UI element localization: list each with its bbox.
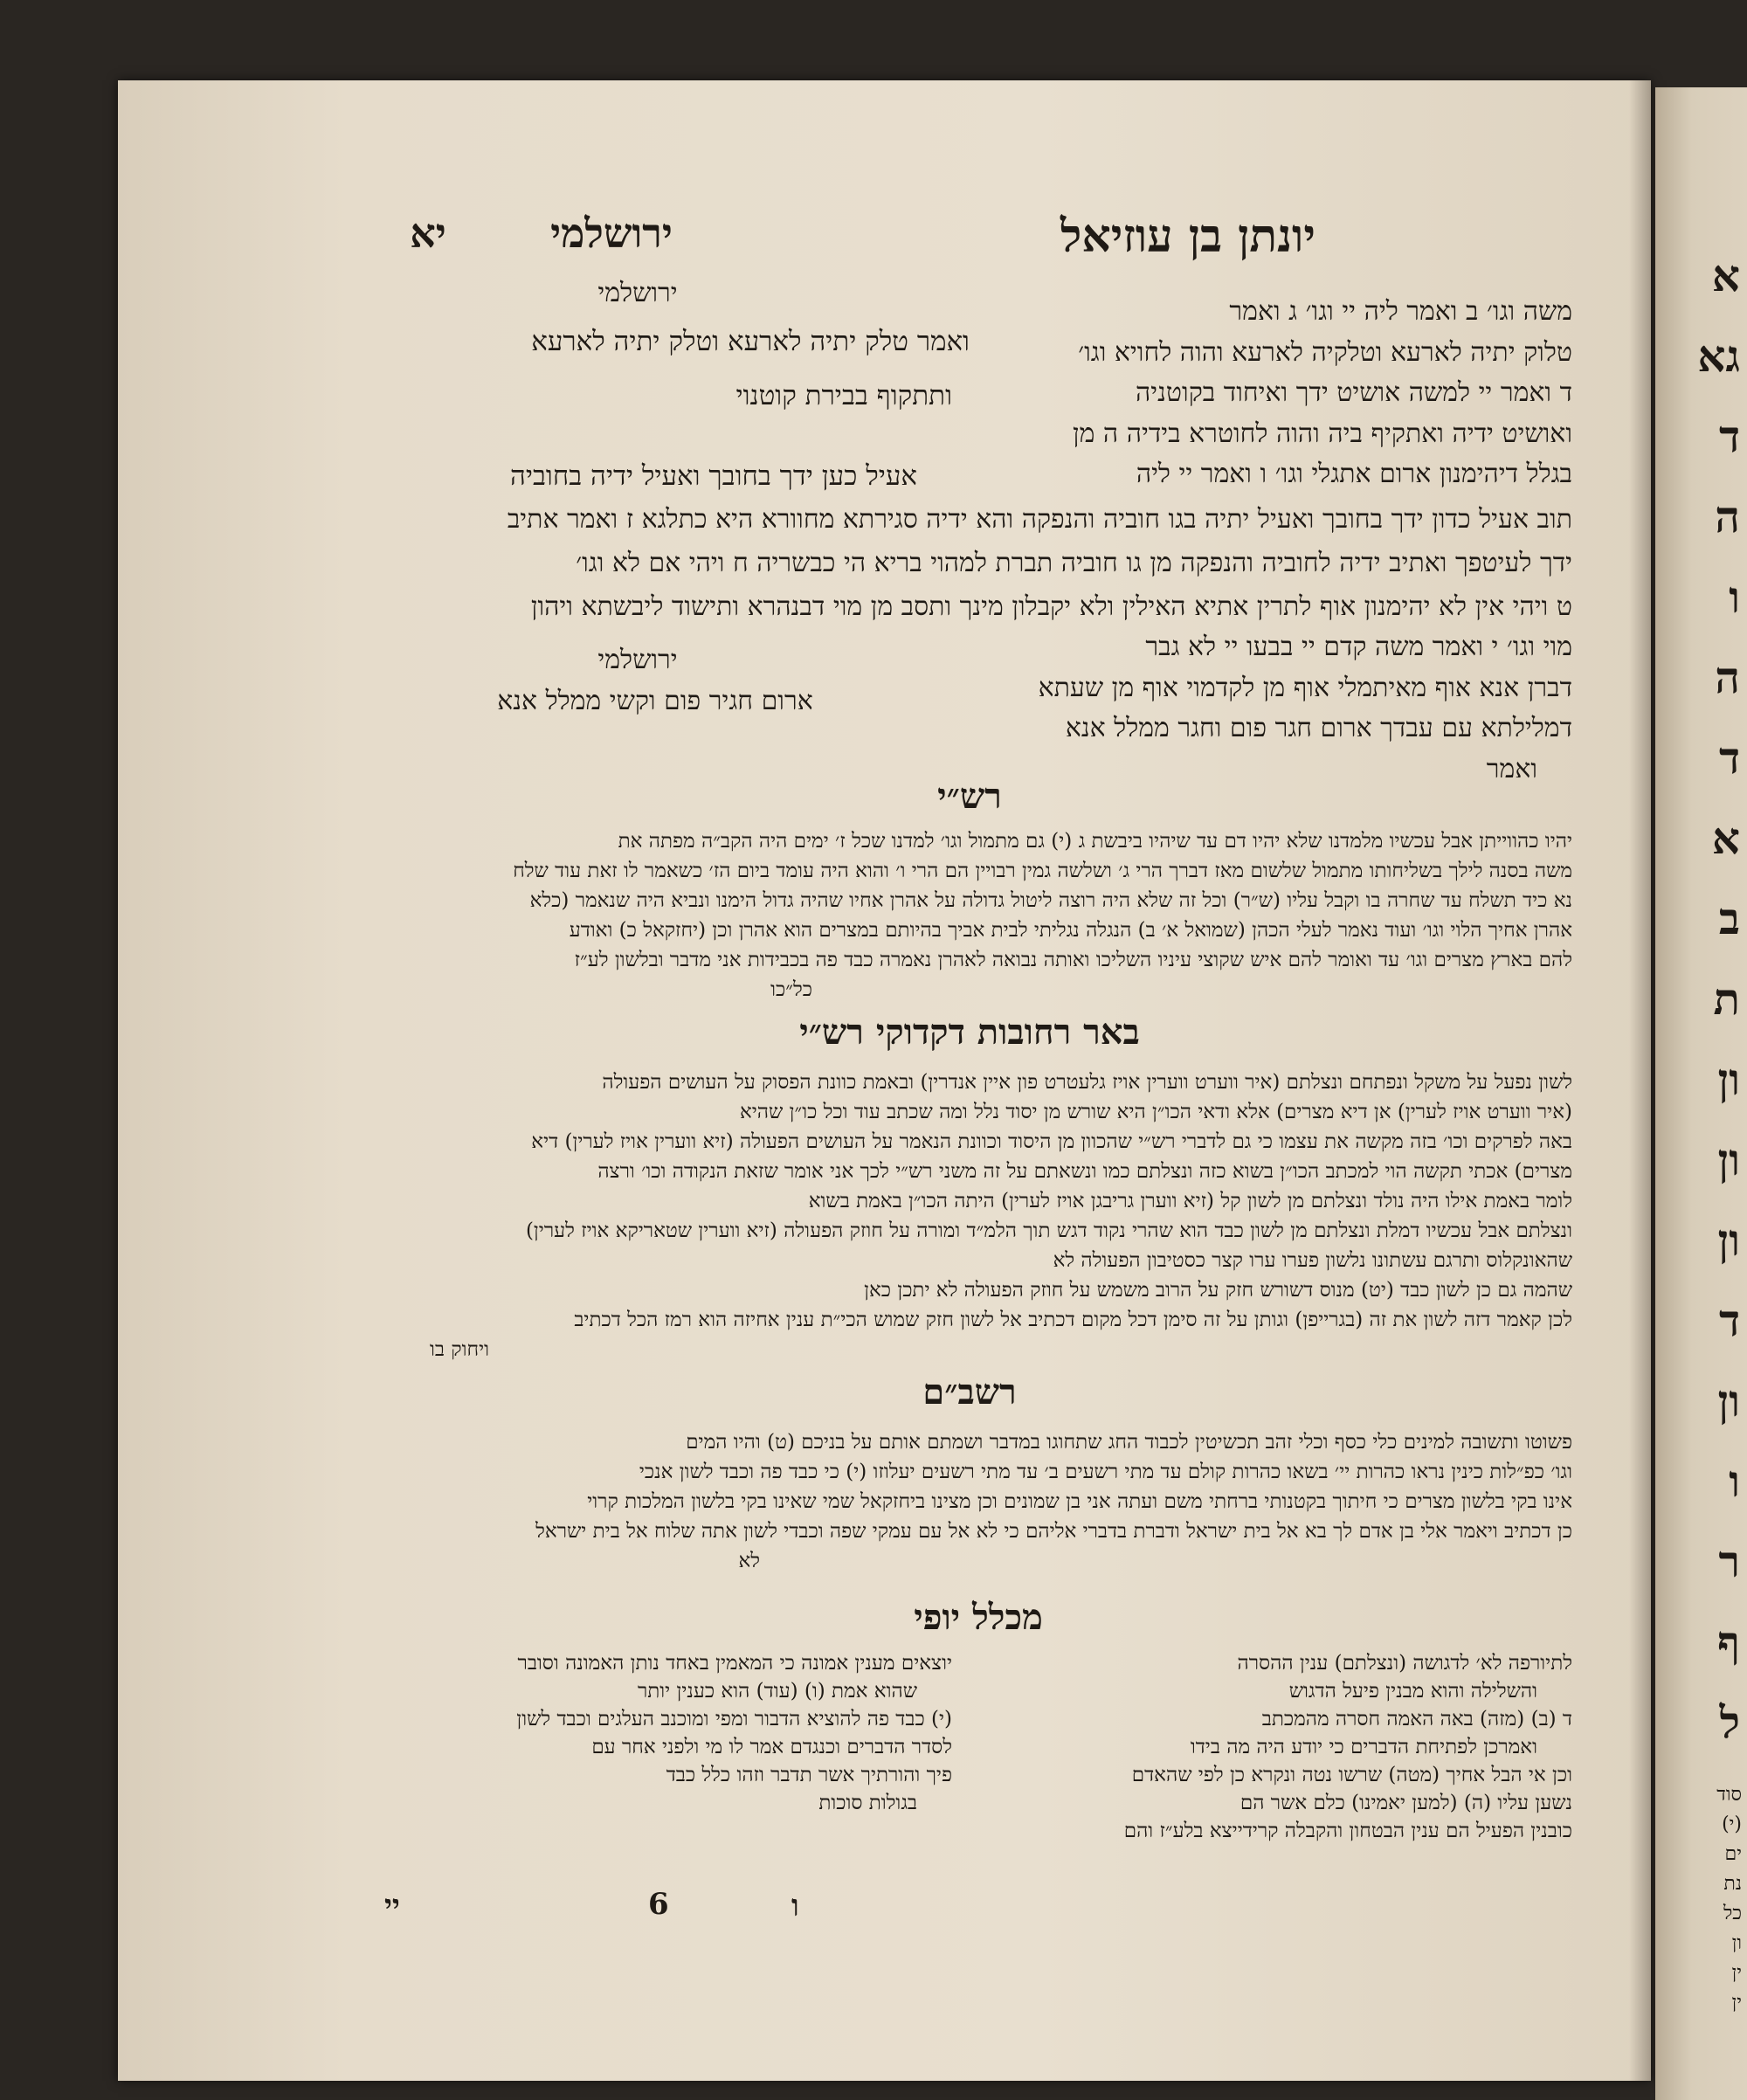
rashbam-commentary (288, 1427, 1572, 1576)
next-page-small-line: סוד (1716, 1784, 1742, 1806)
yonatan-top-line: ואושיט ידיה ואתקיף ביה והוה לחוטרא בידיה ה מן (1072, 418, 1572, 449)
rashbam-title: רשב״ם (922, 1371, 1017, 1413)
rashbam-line: וגו׳ כפ״לות כינין נראו כהרות יי׳ בשאו כהרות קולם עד מתי רשעים ב׳ עד מתי רשעים יעלוזו (י) כי כבד פה וכבד לשון אנכי (639, 1461, 1572, 1483)
beer-line: ויחוק בו (429, 1338, 489, 1361)
next-page-line: ת (1713, 973, 1740, 1025)
yonatan-mid (970, 627, 1572, 790)
yerushalmi-top-line: ואמר טלק יתיה לארעא וטלק יתיה לארעא (531, 326, 970, 357)
rashi-line: נא כיד תשלח עד שחרה בו וקבל עליו (ש״ר) וכל זה שלא היה רוצה ליטול גדולה על אהרן אחיו שהיה גדול הימנו ונביא היה שנאמר (כלא (529, 889, 1572, 912)
running-head-right: יונתן בן עוזיאל (1060, 210, 1315, 263)
next-page-line: ה (1715, 491, 1740, 542)
signature-mark: יי (384, 1889, 400, 1924)
mikhlal-left-line: פיך והורתיך אשר תדבר וזהו כלל כבד (666, 1764, 952, 1786)
mikhlal-left-line: שהוא אמת (ו) (עוד) הוא כענין יותר (637, 1680, 917, 1703)
beer-line: (איר ווערט אויז לערין) אן דיא מצרים) אלא ודאי הכו״ן היא שורש מן יסוד נלל ומה שכתב עוד וכל כו״ן שהיא (739, 1101, 1572, 1123)
page-marker: יא (410, 210, 446, 257)
beer-line: לומר באמת אילו היה נולד ונצלתם מן לשון קל (זיא ווערן גריבגן אויז לערין) היתה הכו״ן באמת בשוא (808, 1190, 1572, 1212)
rashi-commentary (288, 826, 1572, 1005)
next-page-line: ון (1717, 1053, 1740, 1105)
beer-line: באה לפרקים וכו׳ בזה מקשה את עצמו כי גם לדברי רש״י שהכוון מן היסוד וכוונת הנאמר על העושים הפעולה (זיא ווערין אויז לערין) דיא (531, 1130, 1572, 1153)
yonatan-top (970, 292, 1572, 495)
yerushalmi-top-line: אעיל כען ידך בחובך ואעיל ידיה בחוביה (510, 460, 917, 492)
rashi-line: כל״כו (770, 978, 812, 1001)
next-page-line: ון (1717, 1214, 1740, 1266)
yonatan-mid-line: דברן אנא אוף מאיתמלי אוף מן לקדמוי אוף מן שעתא (1038, 672, 1572, 703)
mikhlal-right-line: והשלילה והוא מבנין פיעל הדגוש (1288, 1680, 1537, 1703)
yerushalmi-top (288, 314, 970, 503)
mikhlal-right-line: ואמרכן לפתיחת הדברים כי יודע היה מה בידו (1190, 1736, 1537, 1758)
yerushalmi-top-line: ותתקוף בבירת קוטנוי (735, 380, 952, 411)
mikhlal-right-column (970, 1649, 1572, 1845)
next-page-small-line: ים (1724, 1843, 1742, 1865)
full-width-line: ט ויהי אין לא יהימנון אוף לתרין אתיא האילין ולא יקבלון מינך ותסב מן מוי דבנהרא ותישוד ליבשתא ויהון (530, 591, 1572, 622)
rashi-title: רש״י (937, 776, 1002, 817)
mikhlal-left-line: יוצאים מענין אמונה כי המאמין באחד נותן האמונה וסובר (517, 1652, 952, 1675)
next-page-line: ד (1718, 1295, 1740, 1346)
mikhlal-right-line: נשען עליו (ה) (למען יאמינו) כלם אשר הם (1239, 1792, 1572, 1814)
mikhlal-left-column (288, 1649, 952, 1817)
next-page-line: ון (1717, 1375, 1740, 1426)
next-page-line: ף (1717, 1616, 1740, 1668)
next-page-line: גא (1697, 330, 1740, 382)
beer-line: לשון נפעל על משקל ונפתחם ונצלתם (איר ווערט ווערין אויז גלעטרט פון איין אנדרין) ובאמת כוונת הפסוק על העושים הפעולה (602, 1071, 1572, 1094)
rashi-line: משה בסנה לילך בשליחותו מתמול שלשום מאז דברך הרי ג׳ ושלשה גמין רבויין הם הרי ו׳ והוא היה עומד ביום הז׳ כשאמר לו זאת עוד שלח (513, 860, 1572, 882)
rashbam-line: אינו בקי בלשון מצרים כי חיתוך בקטנותי ברחתי משם ועתה אני בן שמונים וכן מצינו ביחזקאל שמי שאינו בקי בלשון המלכות קרוי (587, 1490, 1572, 1513)
rashi-line: יהיו כהווייתן אבל עכשיו מלמדנו שלא יהיו דם עד שיהיו ביבשת ג (י) גם מתמול וגו׳ למדנו שכל ז׳ ימים היה הקב״ה מפתה את (618, 830, 1572, 853)
yonatan-mid-line: דמלילתא עם עבדך ארום חגר פום וחגר ממלל אנא (1065, 713, 1572, 743)
mikhlal-right-line: וכן אי הבל אחיך (מטה) שרשו נטה ונקרא כן לפי שהאדם (1131, 1764, 1572, 1786)
next-page-line: ב (1718, 893, 1740, 944)
beer-line: שהמה גם כן לשון כבד (יט) מנוס דשורש חזק על הרוב משמש על חוזק הפעולה לא יתכן כאן (864, 1279, 1572, 1302)
yonatan-top-line: טלוק יתיה לארעא וטלקיה לארעא והוה לחויא וגו׳ (1078, 336, 1572, 368)
yonatan-top-line: בגלל דיהימנון ארום אתגלי וגו׳ ו ואמר יי ליה (1136, 459, 1572, 489)
next-page-small-line: נת (1723, 1873, 1742, 1895)
rashbam-line: כן דכתיב ויאמר אלי בן אדם לך בא אל בית ישראל ודברת בדברי אליהם כי לא אל עם עמקי שפה וכבדי לשון אתה שלוח אל בית ישראל (535, 1520, 1572, 1543)
full-width-text (288, 498, 1572, 629)
signature-mark: ו (791, 1889, 799, 1924)
next-page-line: א (1711, 812, 1740, 864)
yerushalmi-mid-label: ירושלמי (597, 645, 678, 675)
next-page-line: ד (1718, 732, 1740, 784)
yonatan-mid-line: מוי וגו׳ י ואמר משה קדם יי בבעו יי לא גבר (1145, 632, 1572, 662)
rashbam-line: פשוטו ותשובה למינים כלי כסף וכלי זהב תכשיטין לכבוד החג שתחוגו במדבר ושמתם אותם על בניכם (ט) והיו המים (686, 1431, 1572, 1454)
next-page-small-line: ין (1731, 1962, 1742, 1984)
next-page-small-line: כל (1723, 1903, 1742, 1924)
mikhlal-right-line: כובנין הפעיל הם ענין הבטחון והקבלה קרידייצא בלע״ז והם (1123, 1820, 1572, 1842)
rashi-line: אהרן אחיך הלוי וגו׳ ועוד נאמר לעלי הכהן (שמואל א׳ ב) הנגלה נגליתי לבית אביך בהיותם במצרים הוא אהרן וכן (יחזקאל כ) ואודע (569, 919, 1572, 942)
yonatan-top-line: משה וגו׳ ב ואמר ליה יי וגו׳ ג ואמר (1229, 296, 1572, 327)
beer-line: מצרים) אכתי תקשה הוי למכתב הכו״ן בשוא כזה ונצלתם כמו ונשאתם על זה משני רש״י לכך אני אומר שזאת הנקודה וכו׳ ורצה (597, 1160, 1572, 1183)
beer-line: ונצלתם אבל עכשיו דמלת ונצלתם מן לשון כבד הוא שהרי נקוד דגש תוך הלמ״ד ומורה על חוזק הפעולה (זיא ווערין שטאריקא אויז לערין) (525, 1219, 1572, 1242)
next-page-line: ל (1719, 1696, 1740, 1748)
next-page-line: ון (1717, 1134, 1740, 1185)
beer-line: שהאונקלוס ותרגם עשתונו נלשון פערו ערו קצר כסטיבון הפעולה לא (1053, 1249, 1572, 1272)
running-head-left: ירושלמי (550, 210, 673, 257)
next-page-edge (1655, 87, 1747, 2100)
beer-title: באר רחובות דקדוקי רש״י (799, 1012, 1140, 1053)
next-page-small-line: ון (1731, 1932, 1742, 1954)
next-page-line: ד (1718, 411, 1740, 462)
mikhlal-right-line: ד (ב) (מזה) באה האמה חסרה מהמכתב (1261, 1708, 1572, 1730)
mikhlal-left-line: בגולות סוכות (818, 1792, 917, 1814)
next-page-line: ר (1718, 1536, 1740, 1587)
yonatan-top-line: ד ואמר יי למשה אושיט ידך ואיחוד בקוטניה (1136, 377, 1572, 408)
signature-mark: 6 (648, 1887, 669, 1922)
next-page-line: א (1711, 250, 1740, 301)
next-page-line: ו (1729, 571, 1740, 623)
mikhlal-title: מכלל יופי (914, 1597, 1043, 1638)
yonatan-mid-line: ואמר (1486, 753, 1537, 784)
page-gutter-shadow (1629, 80, 1651, 2081)
next-page-line: ה (1715, 652, 1740, 703)
mikhlal-right-line: לתיורפה לא׳ לדגושה (ונצלתם) ענין ההסרה (1237, 1652, 1572, 1675)
next-page-line: ו (1729, 1455, 1740, 1507)
next-page-small-line: (י) (1722, 1813, 1742, 1835)
yerushalmi-mid-line: ארום חגיר פום וקשי ממלל אנא (497, 686, 813, 716)
full-width-line: תוב אעיל כדון ידך בחובך ואעיל יתיה בגו חוביה והנפקה והא ידיה סגירתא מחוורא היא כתלגא ז ואמר אתיב (507, 504, 1572, 535)
mikhlal-left-line: לסדר הדברים וכנגדם אמר לו מי ולפני אחר עם (591, 1736, 952, 1758)
beer-line: לכן קאמר דזה לשון את זה (בגרייפן) וגותן על זה סימן דכל מקום דכתיב אל לשון חזק שמוש הכי״ת ענין אחיזה הוא רמז הכל דכתיב (574, 1309, 1572, 1331)
mikhlal-left-line: (י) כבד פה להוציא הדבור ומפי ומוכנב העלגים וכבד לשון (516, 1708, 952, 1730)
rashi-line: להם בארץ מצרים וגו׳ עד ואומר להם איש שקוצי עיניו השליכו ואותה נבואה לאהרן נאמרה כבד פה בכבידות אני מדבר ובלשון לע״ז (574, 949, 1572, 971)
beer-commentary (288, 1067, 1572, 1364)
next-page-small-line: ין (1731, 1992, 1742, 2014)
full-width-line: ידך לעיטפך ואתיב ידיה לחוביה והנפקה מן גו חוביה תברת למהוי בריא הי כבשריה ח ויהי אם לא וגו׳ (576, 548, 1572, 578)
yerushalmi-top-label: ירושלמי (597, 278, 678, 308)
rashbam-line: לא (738, 1550, 760, 1572)
